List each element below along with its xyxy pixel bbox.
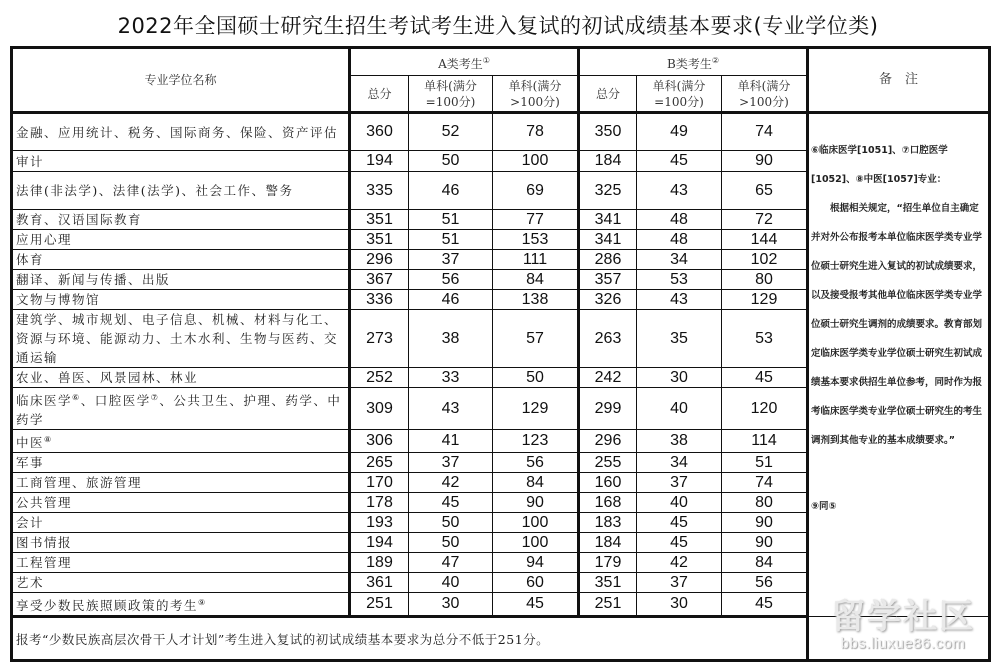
a-total: 351 [350,210,409,230]
b-single-eq100: 34 [637,453,722,473]
b-total: 326 [579,290,637,310]
major-name: 审计 [12,151,350,172]
a-total: 189 [350,553,409,573]
b-single-eq100: 30 [637,593,722,617]
a-total: 309 [350,388,409,430]
a-single-eq100: 46 [409,172,493,210]
b-single-eq100: 45 [637,151,722,172]
b-total: 255 [579,453,637,473]
major-name: 中医⑧ [12,430,350,453]
b-single-eq100: 43 [637,172,722,210]
b-single-gt100: 120 [722,388,808,430]
a-single-eq100: 38 [409,310,493,368]
b-single-gt100: 65 [722,172,808,210]
a-single-gt100: 78 [493,113,579,151]
b-single-eq100: 42 [637,553,722,573]
b-total: 160 [579,473,637,493]
major-name: 农业、兽医、风景园林、林业 [12,368,350,388]
a-single-eq100: 47 [409,553,493,573]
b-total: 357 [579,270,637,290]
b-single-eq100: 45 [637,533,722,553]
a-single-eq100: 50 [409,533,493,553]
b-single-eq100: 34 [637,250,722,270]
b-single-gt100: 84 [722,553,808,573]
footer-note: 报考“少数民族高层次骨干人才计划”考生进入复试的初试成绩基本要求为总分不低于251分。 [12,617,808,661]
major-name: 工商管理、旅游管理 [12,473,350,493]
major-name: 会计 [12,513,350,533]
b-single-gt100: 129 [722,290,808,310]
b-single-gt100: 72 [722,210,808,230]
major-name: 建筑学、城市规划、电子信息、机械、材料与化工、资源与环境、能源动力、土木水利、生物与医药、交通运输 [12,310,350,368]
a-single-eq100: 50 [409,513,493,533]
a-total: 296 [350,250,409,270]
b-single-gt100: 45 [722,593,808,617]
a-single-eq100: 40 [409,573,493,593]
a-single-gt100: 57 [493,310,579,368]
major-name: 体育 [12,250,350,270]
header-a-total: 总分 [350,76,409,113]
major-name: 金融、应用统计、税务、国际商务、保险、资产评估 [12,113,350,151]
b-single-eq100: 48 [637,230,722,250]
b-single-eq100: 53 [637,270,722,290]
a-single-eq100: 45 [409,493,493,513]
b-single-gt100: 90 [722,533,808,553]
a-single-gt100: 111 [493,250,579,270]
a-total: 194 [350,533,409,553]
b-total: 341 [579,210,637,230]
a-single-gt100: 45 [493,593,579,617]
b-total: 325 [579,172,637,210]
major-name: 教育、汉语国际教育 [12,210,350,230]
b-total: 341 [579,230,637,250]
b-single-gt100: 90 [722,151,808,172]
a-single-gt100: 94 [493,553,579,573]
a-single-gt100: 100 [493,151,579,172]
page-title: 2022年全国硕士研究生招生考试考生进入复试的初试成绩基本要求(专业学位类) [117,14,879,38]
a-single-eq100: 42 [409,473,493,493]
a-single-gt100: 90 [493,493,579,513]
a-single-gt100: 123 [493,430,579,453]
b-single-gt100: 90 [722,513,808,533]
a-total: 273 [350,310,409,368]
b-single-eq100: 45 [637,513,722,533]
a-single-gt100: 60 [493,573,579,593]
a-total: 360 [350,113,409,151]
a-single-gt100: 77 [493,210,579,230]
major-name: 艺术 [12,573,350,593]
b-total: 286 [579,250,637,270]
b-total: 184 [579,533,637,553]
b-total: 351 [579,573,637,593]
a-single-eq100: 52 [409,113,493,151]
b-single-eq100: 30 [637,368,722,388]
b-single-gt100: 74 [722,113,808,151]
a-single-eq100: 56 [409,270,493,290]
header-group-b: B类考生② [579,48,808,76]
score-requirements-table [10,46,991,662]
b-total: 296 [579,430,637,453]
b-single-gt100: 45 [722,368,808,388]
a-total: 367 [350,270,409,290]
header-a-single-gt100: 单科(满分 >100分) [493,76,579,113]
header-b-single-gt100: 单科(满分 >100分) [722,76,808,113]
a-single-gt100: 50 [493,368,579,388]
b-total: 179 [579,553,637,573]
major-name: 法律(非法学)、法律(法学)、社会工作、警务 [12,172,350,210]
a-total: 351 [350,230,409,250]
a-single-eq100: 43 [409,388,493,430]
note-clinical-majors: ⑥临床医学[1051]、⑦口腔医学[1052]、⑧中医[1057]专业： [811,145,948,185]
b-single-eq100: 40 [637,388,722,430]
b-single-gt100: 80 [722,270,808,290]
b-single-eq100: 37 [637,573,722,593]
a-total: 252 [350,368,409,388]
b-single-gt100: 51 [722,453,808,473]
major-name: 图书情报 [12,533,350,553]
a-single-gt100: 56 [493,453,579,473]
header-notes: 备 注 [808,48,990,113]
notes-cell [808,113,990,617]
header-group-a: A类考生① [350,48,579,76]
b-single-eq100: 40 [637,493,722,513]
note-same-as-5: ⑨同⑤ [811,501,837,512]
a-single-gt100: 153 [493,230,579,250]
a-single-gt100: 129 [493,388,579,430]
b-single-eq100: 43 [637,290,722,310]
b-total: 299 [579,388,637,430]
b-total: 251 [579,593,637,617]
a-total: 335 [350,172,409,210]
a-total: 193 [350,513,409,533]
header-major-name: 专业学位名称 [12,48,350,113]
a-single-eq100: 46 [409,290,493,310]
a-single-eq100: 37 [409,250,493,270]
a-single-eq100: 30 [409,593,493,617]
b-total: 184 [579,151,637,172]
watermark-url: bbs.liuxue86.com [840,635,966,652]
a-total: 265 [350,453,409,473]
watermark-logo [818,598,988,654]
header-b-total: 总分 [579,76,637,113]
b-total: 183 [579,513,637,533]
a-single-gt100: 100 [493,533,579,553]
b-single-eq100: 35 [637,310,722,368]
a-total: 336 [350,290,409,310]
watermark-text: 留学社区 [831,597,975,637]
b-total: 242 [579,368,637,388]
b-single-gt100: 74 [722,473,808,493]
a-total: 170 [350,473,409,493]
b-single-gt100: 114 [722,430,808,453]
a-single-gt100: 138 [493,290,579,310]
a-total: 361 [350,573,409,593]
a-total: 251 [350,593,409,617]
major-name: 文物与博物馆 [12,290,350,310]
b-single-gt100: 80 [722,493,808,513]
a-single-eq100: 37 [409,453,493,473]
major-name: 应用心理 [12,230,350,250]
a-single-eq100: 41 [409,430,493,453]
b-single-gt100: 53 [722,310,808,368]
header-b-single-eq100: 单科(满分 =100分) [637,76,722,113]
a-single-eq100: 50 [409,151,493,172]
b-total: 263 [579,310,637,368]
b-single-eq100: 48 [637,210,722,230]
b-single-eq100: 49 [637,113,722,151]
a-total: 306 [350,430,409,453]
b-single-eq100: 37 [637,473,722,493]
b-total: 168 [579,493,637,513]
a-single-gt100: 69 [493,172,579,210]
note-regulation: 根据相关规定，“招生单位自主确定并对外公布报考本单位临床医学类专业学位硕士研究生进入复试的初试成绩要求，以及接受报考其他单位临床医学类专业学位硕士研究生调剂的成绩要求。教育部划定临床医学类专业学位硕士研究生初试成绩基本要求供招生单位参考，同时作为报考临床医学类专业学位硕士研究生的考生调剂到其他专业的基本成绩要求。” [811,203,983,446]
table-row [12,113,990,151]
a-single-gt100: 84 [493,473,579,493]
major-name: 公共管理 [12,493,350,513]
major-name: 翻译、新闻与传播、出版 [12,270,350,290]
a-single-eq100: 51 [409,210,493,230]
a-total: 194 [350,151,409,172]
b-single-gt100: 144 [722,230,808,250]
a-single-eq100: 51 [409,230,493,250]
major-name: 临床医学⑥、口腔医学⑦、公共卫生、护理、药学、中药学 [12,388,350,430]
b-single-gt100: 102 [722,250,808,270]
b-total: 350 [579,113,637,151]
a-single-gt100: 84 [493,270,579,290]
a-total: 178 [350,493,409,513]
a-single-gt100: 100 [493,513,579,533]
header-a-single-eq100: 单科(满分 =100分) [409,76,493,113]
a-single-eq100: 33 [409,368,493,388]
major-name: 享受少数民族照顾政策的考生⑨ [12,593,350,617]
major-name: 工程管理 [12,553,350,573]
major-name: 军事 [12,453,350,473]
b-single-gt100: 56 [722,573,808,593]
b-single-eq100: 38 [637,430,722,453]
